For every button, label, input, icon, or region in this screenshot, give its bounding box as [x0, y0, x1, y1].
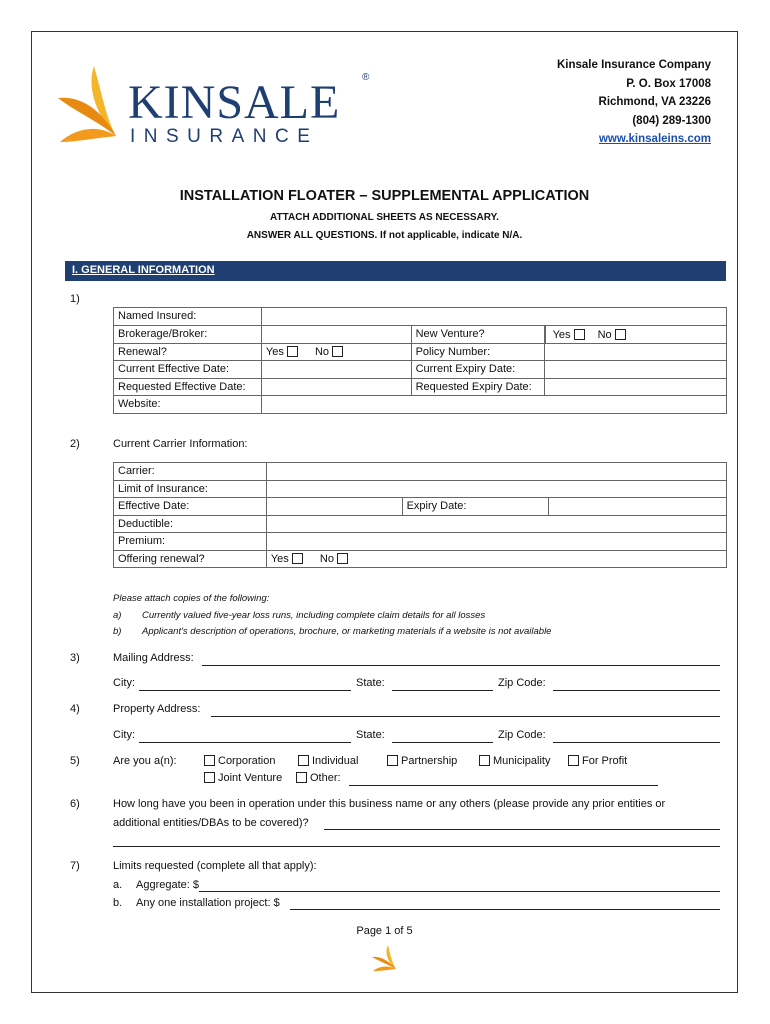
q5-number: 5): [70, 755, 80, 767]
offering-yes-checkbox[interactable]: [292, 553, 303, 564]
named-insured-label: Named Insured:: [114, 308, 262, 326]
renewal-options: [261, 343, 411, 361]
installation-project-label: Any one installation project: $: [136, 897, 280, 909]
renewal-yes-checkbox[interactable]: [287, 346, 298, 357]
document-page: [31, 31, 738, 993]
premium-label: Premium:: [114, 533, 267, 551]
subtitle-attach: ATTACH ADDITIONAL SHEETS AS NECESSARY.: [270, 212, 499, 223]
aggregate-field[interactable]: [199, 891, 720, 892]
q7-b-letter: b.: [113, 897, 123, 909]
registered-mark: ®: [362, 72, 370, 83]
footer-logo-mark: [368, 944, 402, 972]
q2-label: Current Carrier Information:: [113, 438, 248, 450]
municipality-label: Municipality: [493, 755, 551, 767]
form-title: INSTALLATION FLOATER – SUPPLEMENTAL APPLICATION: [179, 188, 590, 204]
named-insured-field[interactable]: [261, 308, 726, 326]
renewal-label: Renewal?: [114, 343, 262, 361]
entity-joint-venture: [204, 772, 282, 784]
carrier-expiry-label: Expiry Date:: [402, 498, 549, 516]
brokerage-label: Brokerage/Broker:: [114, 325, 262, 343]
website-label: Website:: [114, 396, 262, 414]
partnership-label: Partnership: [401, 755, 458, 767]
q4-number: 4): [70, 703, 80, 715]
q7-a-letter: a.: [113, 879, 123, 891]
kinsale-logo: [46, 58, 376, 148]
q2-table: [113, 462, 727, 568]
aggregate-label: Aggregate: $: [136, 879, 199, 891]
website-link[interactable]: www.kinsaleins.com: [598, 133, 711, 145]
q1-number: 1): [70, 293, 80, 305]
new-venture-options: [544, 325, 726, 343]
requested-expiry-label: Requested Expiry Date:: [411, 378, 544, 396]
renewal-yes-label: Yes: [265, 345, 284, 358]
q3-zip-field[interactable]: [553, 690, 720, 691]
section-title: I. GENERAL INFORMATION: [72, 264, 215, 276]
carrier-effective-label: Effective Date:: [114, 498, 267, 516]
q4-zip-label: Zip Code:: [498, 729, 546, 741]
entity-label: Are you a(n):: [113, 755, 177, 767]
company-address: [557, 56, 711, 149]
q3-zip-label: Zip Code:: [498, 677, 546, 689]
section-general-information: [65, 261, 726, 281]
individual-checkbox[interactable]: [298, 755, 309, 766]
current-effective-label: Current Effective Date:: [114, 361, 262, 379]
new-venture-no-checkbox[interactable]: [615, 329, 626, 340]
offering-yes-label: Yes: [270, 552, 289, 565]
offering-renewal-options: [266, 550, 726, 568]
offering-no-checkbox[interactable]: [337, 553, 348, 564]
attach-intro: Please attach copies of the following:: [113, 593, 270, 604]
q6-line1: How long have you been in operation under this business name or any others (please provide any prior entities or: [113, 798, 666, 810]
deductible-label: Deductible:: [114, 515, 267, 533]
q2-number: 2): [70, 438, 80, 450]
q3-state-label: State:: [356, 677, 385, 689]
installation-project-field[interactable]: [290, 909, 720, 910]
website-field[interactable]: [261, 396, 726, 414]
phone: (804) 289-1300: [632, 114, 711, 127]
offering-renewal-label: Offering renewal?: [114, 550, 267, 568]
municipality-checkbox[interactable]: [479, 755, 490, 766]
joint-venture-label: Joint Venture: [218, 772, 283, 784]
logo-sub: INSURANCE: [130, 126, 319, 147]
mailing-label: Mailing Address:: [113, 652, 194, 664]
new-venture-label: New Venture?: [411, 325, 544, 343]
q7-number: 7): [70, 860, 80, 872]
carrier-label: Carrier:: [114, 463, 267, 481]
property-label: Property Address:: [113, 703, 201, 715]
q4-zip-field[interactable]: [553, 742, 720, 743]
partnership-checkbox[interactable]: [387, 755, 398, 766]
property-field[interactable]: [211, 716, 720, 717]
other-label: Other:: [310, 772, 341, 784]
joint-venture-checkbox[interactable]: [204, 772, 215, 783]
other-field[interactable]: [349, 785, 658, 786]
logo-word: KINSALE: [128, 76, 341, 129]
new-venture-yes-label: Yes: [552, 328, 571, 341]
entity-for-profit: [568, 755, 627, 767]
other-checkbox[interactable]: [296, 772, 307, 783]
q3-city-field[interactable]: [139, 690, 351, 691]
mailing-field[interactable]: [202, 665, 720, 666]
renewal-no-label: No: [314, 345, 329, 358]
attach-b-letter: b): [113, 626, 122, 637]
entity-partnership: [387, 755, 457, 767]
q6-line2: additional entities/DBAs to be covered)?: [113, 817, 309, 829]
carrier-expiry-field[interactable]: [549, 498, 727, 516]
q7-label: Limits requested (complete all that apply):: [113, 860, 317, 872]
q6-number: 6): [70, 798, 80, 810]
policy-number-field[interactable]: [544, 343, 726, 361]
premium-field[interactable]: [266, 533, 726, 551]
renewal-no-checkbox[interactable]: [332, 346, 343, 357]
carrier-field[interactable]: [266, 463, 726, 481]
attach-b-text: Applicant's description of operations, brochure, or marketing materials if a website is not available: [142, 626, 552, 637]
company-name: Kinsale Insurance Company: [556, 59, 711, 71]
entity-other: [296, 772, 341, 784]
q1-table: [113, 307, 727, 414]
subtitle-answer: ANSWER ALL QUESTIONS. If not applicable, indicate N/A.: [246, 230, 523, 241]
q3-city-label: City:: [113, 677, 135, 689]
attach-a-letter: a): [113, 610, 122, 621]
current-expiry-label: Current Expiry Date:: [411, 361, 544, 379]
entity-individual: [298, 755, 358, 767]
current-effective-field[interactable]: [261, 361, 411, 379]
new-venture-yes-checkbox[interactable]: [574, 329, 585, 340]
requested-expiry-field[interactable]: [544, 378, 726, 396]
city-line: Richmond, VA 23226: [598, 96, 711, 108]
current-expiry-field[interactable]: [544, 361, 726, 379]
new-venture-no-label: No: [597, 328, 612, 341]
entity-corporation: [204, 755, 275, 767]
requested-effective-field[interactable]: [261, 378, 411, 396]
kinsale-logo-mark: [58, 66, 116, 142]
q4-state-label: State:: [356, 729, 385, 741]
requested-effective-label: Requested Effective Date:: [114, 378, 262, 396]
attach-a-text: Currently valued five-year loss runs, including complete claim details for all losses: [142, 610, 486, 621]
offering-no-label: No: [319, 552, 334, 565]
for-profit-checkbox[interactable]: [568, 755, 579, 766]
page-number: Page 1 of 5: [356, 925, 413, 937]
q6-field-extra[interactable]: [113, 846, 720, 847]
corporation-label: Corporation: [218, 755, 276, 767]
q4-city-field[interactable]: [139, 742, 351, 743]
policy-number-label: Policy Number:: [411, 343, 544, 361]
po-box: P. O. Box 17008: [626, 77, 711, 90]
q3-state-field[interactable]: [392, 690, 493, 691]
for-profit-label: For Profit: [582, 755, 628, 767]
q4-city-label: City:: [113, 729, 135, 741]
individual-label: Individual: [312, 755, 359, 767]
limit-field[interactable]: [266, 480, 726, 498]
deductible-field[interactable]: [266, 515, 726, 533]
corporation-checkbox[interactable]: [204, 755, 215, 766]
q3-number: 3): [70, 652, 80, 664]
entity-municipality: [479, 755, 550, 767]
q6-field[interactable]: [324, 829, 720, 830]
limit-label: Limit of Insurance:: [114, 480, 267, 498]
brokerage-field[interactable]: [261, 325, 411, 343]
carrier-effective-field[interactable]: [266, 498, 402, 516]
q4-state-field[interactable]: [392, 742, 493, 743]
